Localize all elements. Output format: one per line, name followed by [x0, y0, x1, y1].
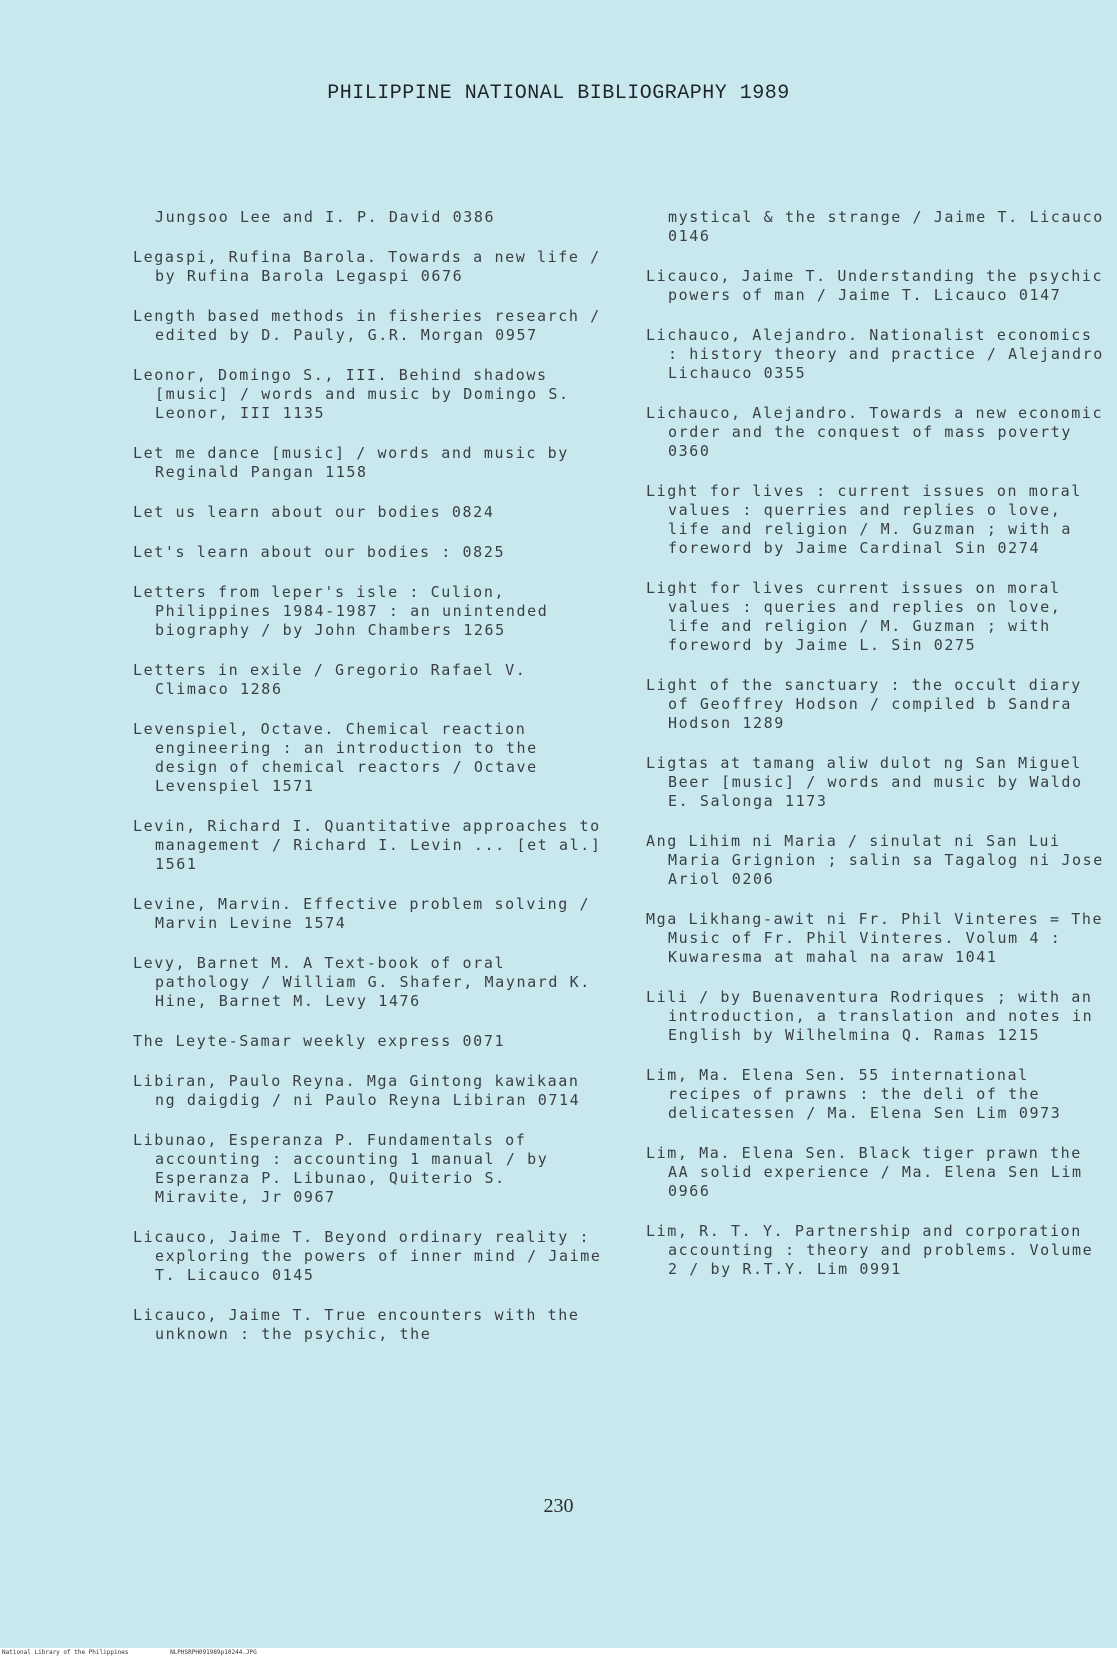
bibliography-entry: Light of the sanctuary : the occult diary of Geoffrey Hodson / compiled b Sandra Hodson 1289: [646, 676, 1082, 732]
left-column: [133, 208, 603, 1365]
bibliography-entry: Let me dance [music] / words and music by Reginald Pangan 1158: [133, 444, 569, 481]
library-credit: National Library of the Philippines: [2, 1649, 129, 1656]
bibliography-entry: Libiran, Paulo Reyna. Mga Gintong kawikaan ng daigdig / ni Paulo Reyna Libiran 0714: [133, 1072, 581, 1109]
bibliography-entry: Levine, Marvin. Effective problem solving / Marvin Levine 1574: [133, 895, 591, 932]
bibliography-entry: Legaspi, Rufina Barola. Towards a new life / by Rufina Barola Legaspi 0676: [133, 248, 601, 285]
bibliography-entry: Light for lives current issues on moral values : queries and replies on love, life and religion / M. Guzman ; with foreword by Jaime L. Sin 0275: [646, 579, 1062, 654]
bibliography-entry: Length based methods in fisheries research / edited by D. Pauly, G.R. Morgan 0957: [133, 307, 601, 344]
bibliography-entry: Mga Likhang-awit ni Fr. Phil Vinteres = The Music of Fr. Phil Vinteres. Volum 4 : Kuwaresma at mahal na araw 1041: [646, 910, 1104, 966]
bibliography-entry: Licauco, Jaime T. Beyond ordinary reality : exploring the powers of inner mind / Jaime T. Licauco 0145: [133, 1228, 602, 1284]
bibliography-entry: Ligtas at tamang aliw dulot ng San Miguel Beer [music] / words and music by Waldo E. Salonga 1173: [646, 754, 1083, 810]
bibliography-entry: Jungsoo Lee and I. P. David 0386: [155, 208, 496, 226]
bibliography-entry: Levenspiel, Octave. Chemical reaction engineering : an introduction to the design of chemical reactors / Octave Levenspiel 1571: [133, 720, 538, 795]
bibliography-entry: Light for lives : current issues on moral values : querries and replies o love, life and religion / M. Guzman ; with a foreword by Jaime Cardinal Sin 0274: [646, 482, 1082, 557]
bibliography-entry: Let's learn about our bodies : 0825: [133, 543, 506, 561]
footer-strip: [0, 1648, 1117, 1658]
bibliography-entry: Lichauco, Alejandro. Nationalist economics : history theory and practice / Alejandro Lichauco 0355: [646, 326, 1104, 382]
bibliography-entry: Lim, R. T. Y. Partnership and corporation accounting : theory and problems. Volume 2 / by R.T.Y. Lim 0991: [646, 1222, 1094, 1278]
bibliography-entry: Licauco, Jaime T. Understanding the psychic powers of man / Jaime T. Licauco 0147: [646, 267, 1104, 304]
bibliography-entry: Levy, Barnet M. A Text-book of oral pathology / William G. Shafer, Maynard K. Hine, Barnet M. Levy 1476: [133, 954, 591, 1010]
file-name: NLPHSRPH091989p10244.JPG: [170, 1649, 257, 1656]
bibliography-entry: Lili / by Buenaventura Rodriques ; with an introduction, a translation and notes in English by Wilhelmina Q. Ramas 1215: [646, 988, 1094, 1044]
bibliography-entry: Licauco, Jaime T. True encounters with the unknown : the psychic, the: [133, 1306, 580, 1343]
bibliography-entry: Leonor, Domingo S., III. Behind shadows [music] / words and music by Domingo S. Leonor, III 1135: [133, 366, 570, 422]
bibliography-entry: Lim, Ma. Elena Sen. 55 international recipes of prawns : the deli of the delicatessen / Ma. Elena Sen Lim 0973: [646, 1066, 1062, 1122]
bibliography-entry: mystical & the strange / Jaime T. Licauco 0146: [668, 208, 1104, 245]
page-title: PHILIPPINE NATIONAL BIBLIOGRAPHY 1989: [327, 82, 790, 105]
bibliography-entry: Letters in exile / Gregorio Rafael V. Climaco 1286: [133, 661, 527, 698]
bibliography-entry: Let us learn about our bodies 0824: [133, 503, 495, 521]
bibliography-entry: Lichauco, Alejandro. Towards a new economic order and the conquest of mass poverty 0360: [646, 404, 1104, 460]
bibliography-entry: Lim, Ma. Elena Sen. Black tiger prawn the AA solid experience / Ma. Elena Sen Lim 0966: [646, 1144, 1083, 1200]
bibliography-entry: Libunao, Esperanza P. Fundamentals of accounting : accounting 1 manual / by Esperanza P. Libunao, Quiterio S. Miravite, Jr 0967: [133, 1131, 549, 1206]
bibliography-entry: Letters from leper's isle : Culion, Philippines 1984-1987 : an unintended biography / by John Chambers 1265: [133, 583, 549, 639]
right-column: [646, 208, 1106, 1300]
bibliography-entry: Levin, Richard I. Quantitative approaches to management / Richard I. Levin ... [et al.] 1561: [133, 817, 602, 873]
page-number: 230: [543, 1495, 574, 1517]
bibliography-entry: Ang Lihim ni Maria / sinulat ni San Lui Maria Grignion ; salin sa Tagalog ni Jose Ariol 0206: [646, 832, 1104, 888]
bibliography-entry: The Leyte-Samar weekly express 0071: [133, 1032, 506, 1050]
